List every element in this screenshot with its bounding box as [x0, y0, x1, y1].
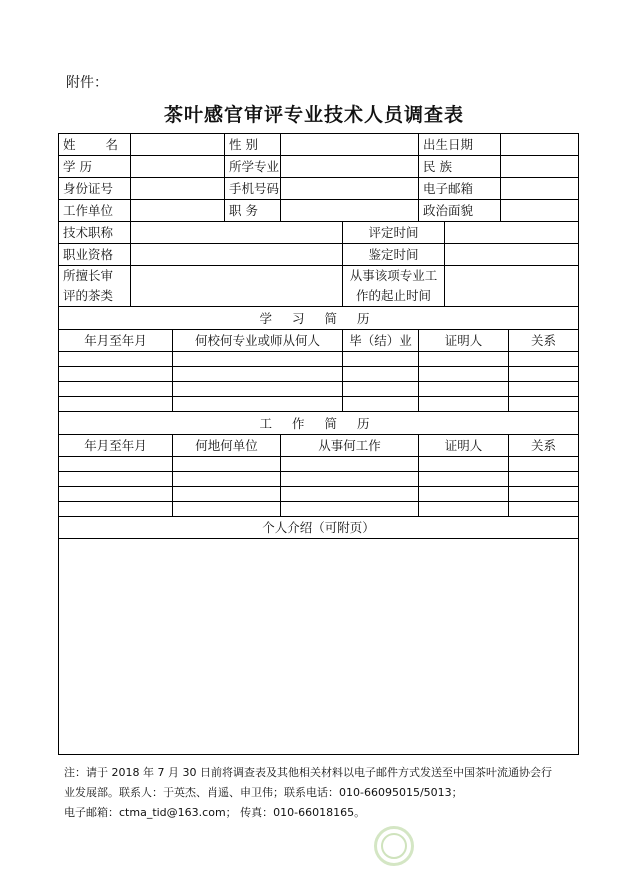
study-col-graduation: 毕（结）业 [343, 330, 419, 352]
footnote-line1: 注：请于 2018 年 7 月 30 日前将调查表及其他相关材料以电子邮件方式发送至中国茶叶流通协会行 [64, 766, 552, 779]
work-cell[interactable] [173, 457, 281, 472]
work-col-witness: 证明人 [419, 435, 509, 457]
work-cell[interactable] [281, 487, 419, 502]
footnote [64, 763, 584, 823]
label-political-status [419, 200, 501, 222]
work-header-row [59, 435, 579, 457]
work-cell[interactable] [173, 502, 281, 517]
label-ethnicity-text: 民 族 [423, 159, 452, 174]
label-name [59, 134, 131, 156]
study-cell[interactable] [509, 367, 579, 382]
study-cell[interactable] [173, 367, 343, 382]
label-rated-time [343, 222, 445, 244]
label-qualification [59, 244, 131, 266]
label-workplace-text: 工作单位 [63, 203, 114, 218]
value-phone[interactable] [281, 178, 419, 200]
label-char: 名 [105, 137, 118, 152]
study-cell[interactable] [419, 382, 509, 397]
work-cell[interactable] [509, 457, 579, 472]
label-work-period [343, 266, 445, 307]
work-cell[interactable] [59, 472, 173, 487]
value-birth-date[interactable] [501, 134, 579, 156]
label-rated-time-text: 评定时间 [368, 225, 419, 240]
value-rated-time[interactable] [445, 222, 579, 244]
label-phone [225, 178, 281, 200]
value-political-status[interactable] [501, 200, 579, 222]
study-cell[interactable] [509, 382, 579, 397]
study-cell[interactable] [343, 397, 419, 412]
study-cell[interactable] [419, 352, 509, 367]
work-cell[interactable] [509, 502, 579, 517]
study-cell[interactable] [419, 367, 509, 382]
study-col-period: 年月至年月 [59, 330, 173, 352]
label-education-text: 学 历 [63, 159, 92, 174]
value-name[interactable] [131, 134, 225, 156]
footnote-line3: 电子邮箱：ctma_tid@163.com； 传真：010-66018165。 [64, 806, 366, 819]
study-cell[interactable] [173, 382, 343, 397]
label-ethnicity [419, 156, 501, 178]
intro-heading-row [59, 517, 579, 539]
label-political-status-text: 政治面貌 [423, 203, 474, 218]
study-col-relation: 关系 [509, 330, 579, 352]
work-col-unit: 何地何单位 [173, 435, 281, 457]
intro-area[interactable] [59, 539, 579, 755]
label-appraisal-time-text: 鉴定时间 [368, 247, 419, 262]
label-name-text [63, 134, 126, 155]
table-row [59, 352, 579, 367]
label-email [419, 178, 501, 200]
label-tech-title [59, 222, 131, 244]
work-cell[interactable] [419, 472, 509, 487]
work-cell[interactable] [419, 457, 509, 472]
work-col-job: 从事何工作 [281, 435, 419, 457]
value-email[interactable] [501, 178, 579, 200]
study-cell[interactable] [419, 397, 509, 412]
value-education[interactable] [131, 156, 225, 178]
study-cell[interactable] [59, 352, 173, 367]
table-row [59, 487, 579, 502]
attachment-label: 附件： [66, 75, 108, 91]
work-heading: 工 作 简 历 [59, 412, 579, 435]
row-tech-title [59, 222, 579, 244]
label-qualification-text: 职业资格 [63, 247, 114, 262]
intro-heading: 个人介绍（可附页） [59, 517, 579, 539]
value-id-number[interactable] [131, 178, 225, 200]
label-gender-text: 性 别 [229, 137, 258, 152]
study-cell[interactable] [343, 352, 419, 367]
study-cell[interactable] [59, 382, 173, 397]
value-major[interactable] [281, 156, 419, 178]
row-id [59, 178, 579, 200]
survey-form [58, 133, 579, 755]
study-cell[interactable] [59, 397, 173, 412]
label-phone-text: 手机号码 [229, 181, 280, 196]
table-row [59, 382, 579, 397]
study-cell[interactable] [59, 367, 173, 382]
work-cell[interactable] [59, 487, 173, 502]
study-heading: 学 习 简 历 [59, 307, 579, 330]
label-specialty-line2: 评的茶类 [63, 288, 114, 303]
label-work-period-line1: 从事该项专业工 [349, 268, 438, 283]
work-cell[interactable] [59, 457, 173, 472]
work-cell[interactable] [419, 502, 509, 517]
value-position[interactable] [281, 200, 419, 222]
intro-row [59, 539, 579, 755]
study-cell[interactable] [173, 397, 343, 412]
value-workplace[interactable] [131, 200, 225, 222]
work-cell[interactable] [281, 502, 419, 517]
label-workplace [59, 200, 131, 222]
value-specialty[interactable] [131, 266, 343, 307]
work-cell[interactable] [281, 457, 419, 472]
label-position [225, 200, 281, 222]
watermark-logo-icon [374, 826, 414, 866]
study-col-school: 何校何专业或师从何人 [173, 330, 343, 352]
label-email-text: 电子邮箱 [423, 181, 474, 196]
study-header-row [59, 330, 579, 352]
work-heading-row [59, 412, 579, 435]
work-cell[interactable] [281, 472, 419, 487]
table-row [59, 397, 579, 412]
form-title: 茶叶感官审评专业技术人员调查表 [163, 104, 464, 126]
label-id-number-text: 身份证号 [63, 181, 114, 196]
label-birth-date-text: 出生日期 [423, 137, 474, 152]
table-row [59, 367, 579, 382]
label-major [225, 156, 281, 178]
label-char: 姓 [63, 137, 76, 152]
row-workplace [59, 200, 579, 222]
work-cell[interactable] [509, 472, 579, 487]
label-id-number [59, 178, 131, 200]
table-row [59, 502, 579, 517]
row-qualification [59, 244, 579, 266]
study-col-witness: 证明人 [419, 330, 509, 352]
label-specialty [59, 266, 131, 307]
label-position-text: 职 务 [229, 203, 258, 218]
work-cell[interactable] [173, 472, 281, 487]
work-cell[interactable] [59, 502, 173, 517]
study-cell[interactable] [509, 352, 579, 367]
label-specialty-line1: 所擅长审 [63, 268, 114, 283]
label-work-period-line2: 作的起止时间 [355, 288, 431, 303]
work-cell[interactable] [173, 487, 281, 502]
study-cell[interactable] [173, 352, 343, 367]
table-row [59, 472, 579, 487]
row-name [59, 134, 579, 156]
label-gender [225, 134, 281, 156]
value-tech-title[interactable] [131, 222, 343, 244]
work-col-period: 年月至年月 [59, 435, 173, 457]
work-cell[interactable] [419, 487, 509, 502]
study-cell[interactable] [343, 367, 419, 382]
label-major-text: 所学专业 [229, 159, 280, 174]
study-cell[interactable] [343, 382, 419, 397]
table-row [59, 457, 579, 472]
row-specialty [59, 266, 579, 307]
value-appraisal-time[interactable] [445, 244, 579, 266]
value-work-period[interactable] [445, 266, 579, 307]
label-birth-date [419, 134, 501, 156]
value-gender[interactable] [281, 134, 419, 156]
work-cell[interactable] [509, 487, 579, 502]
study-heading-row [59, 307, 579, 330]
work-col-relation: 关系 [509, 435, 579, 457]
watermark-logo-inner [381, 833, 407, 859]
row-education [59, 156, 579, 178]
footnote-line2: 业发展部。联系人：于英杰、肖遥、申卫伟；联系电话：010-66095015/5013； [64, 786, 463, 799]
study-cell[interactable] [509, 397, 579, 412]
value-qualification[interactable] [131, 244, 343, 266]
label-tech-title-text: 技术职称 [63, 225, 114, 240]
value-ethnicity[interactable] [501, 156, 579, 178]
label-appraisal-time [343, 244, 445, 266]
label-education [59, 156, 131, 178]
